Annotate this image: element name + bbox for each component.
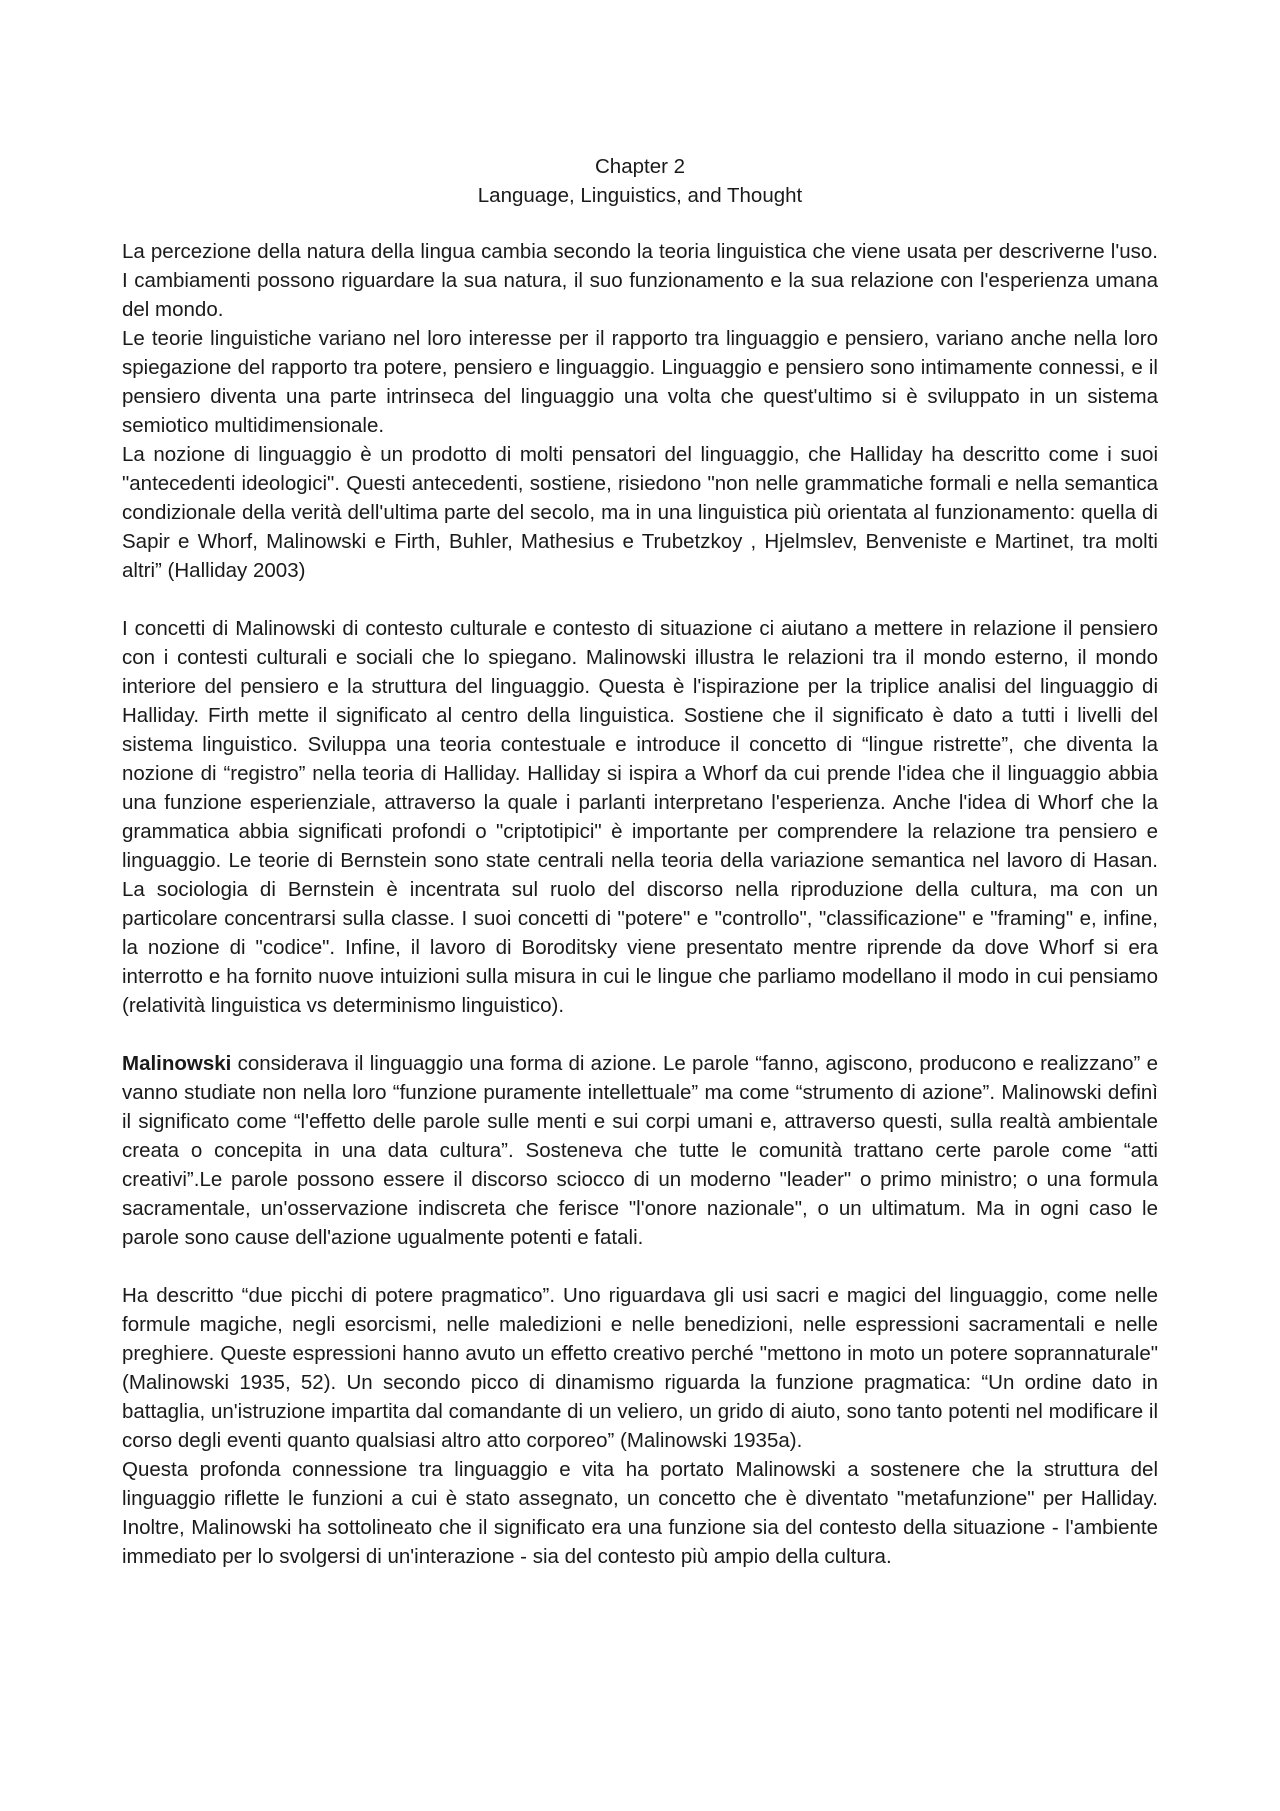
bold-term: Malinowski (122, 1052, 232, 1075)
paragraph-text: Questa profonda connessione tra linguaggio e vita ha portato Malinowski a sostenere che la struttura del linguaggio riflette le funzioni a cui è stato assegnato, un concetto che è diventato "metafunzione" per Halliday. Inoltre, Malinowski ha sottolineato che il significato era una funzione sia del contesto della situazione - l'ambiente immediato per lo svolgersi di un'interazione - sia del contesto più ampio della cultura. (122, 1458, 1158, 1568)
chapter-number: Chapter 2 (594, 155, 686, 178)
paragraph (122, 1455, 1158, 1571)
paragraph (122, 614, 1158, 1020)
paragraph (122, 440, 1158, 585)
paragraph-text: I concetti di Malinowski di contesto culturale e contesto di situazione ci aiutano a mettere in relazione il pensiero con i contesti culturali e sociali che lo spiegano. Malinowski illustra le relazioni tra il mondo esterno, il mondo interiore del pensiero e la struttura del linguaggio. Questa è l'ispirazione per la triplice analisi del linguaggio di Halliday. Firth mette il significato al centro della linguistica. Sostiene che il significato è dato a tutti i livelli del sistema linguistico. Sviluppa una teoria contestuale e introduce il concetto di “lingue ristrette”, che diventa la nozione di “registro” nella teoria di Halliday. Halliday si ispira a Whorf da cui prende l'idea che il linguaggio abbia una funzione esperienziale, attraverso la quale i parlanti interpretano l'esperienza. Anche l'idea di Whorf che la grammatica abbia significati profondi o "criptotipici" è importante per comprendere la relazione tra pensiero e linguaggio. Le teorie di Bernstein sono state centrali nella teoria della variazione semantica nel lavoro di Hasan. La sociologia di Bernstein è incentrata sul ruolo del discorso nella riproduzione della cultura, ma con un particolare concentrarsi sulla classe. I suoi concetti di "potere" e "controllo", "classificazione" e "framing" e, infine, la nozione di "codice". Infine, il lavoro di Boroditsky viene presentato mentre riprende da dove Whorf si era interrotto e ha fornito nuove intuizioni sulla misura in cui le lingue che parliamo modellano il modo in cui pensiamo (relatività linguistica vs determinismo linguistico). (122, 617, 1158, 1017)
paragraph (122, 1281, 1158, 1455)
paragraph-text: Le teorie linguistiche variano nel loro interesse per il rapporto tra linguaggio e pensiero, variano anche nella loro spiegazione del rapporto tra potere, pensiero e linguaggio. Linguaggio e pensiero sono intimamente connessi, e il pensiero diventa una parte intrinseca del linguaggio una volta che quest'ultimo si è sviluppato in un sistema semiotico multidimensionale. (122, 327, 1158, 437)
paragraph (122, 237, 1158, 324)
paragraph (122, 1049, 1158, 1252)
paragraph-text: La nozione di linguaggio è un prodotto di molti pensatori del linguaggio, che Halliday ha descritto come i suoi "antecedenti ideologici". Questi antecedenti, sostiene, risiedono "non nelle grammatiche formali e nella semantica condizionale della verità dell'ultima parte del secolo, ma in una linguistica più orientata al funzionamento: quella di Sapir e Whorf, Malinowski e Firth, Buhler, Mathesius e Trubetzkoy , Hjelmslev, Benveniste e Martinet, tra molti altri” (Halliday 2003) (122, 443, 1158, 582)
paragraph-text: La percezione della natura della lingua cambia secondo la teoria linguistica che viene usata per descriverne l'uso. I cambiamenti possono riguardare la sua natura, il suo funzionamento e la sua relazione con l'esperienza umana del mondo. (122, 240, 1158, 321)
paragraph-text: considerava il linguaggio una forma di azione. Le parole “fanno, agiscono, producono e realizzano” e vanno studiate non nella loro “funzione puramente intellettuale” ma come “strumento di azione”. Malinowski definì il significato come “l'effetto delle parole sulle menti e sui corpi umani e, attraverso questi, sulla realtà ambientale creata o concepita in una data cultura”. Sosteneva che tutte le comunità trattano certe parole come “atti creativi”.Le parole possono essere il discorso sciocco di un moderno "leader" o primo ministro; o una formula sacramentale, un'osservazione indiscreta che ferisce "l'onore nazionale", o un ultimatum. Ma in ogni caso le parole sono cause dell'azione ugualmente potenti e fatali. (122, 1052, 1158, 1249)
chapter-header (0, 152, 1280, 210)
paragraph-text: Ha descritto “due picchi di potere pragmatico”. Uno riguardava gli usi sacri e magici del linguaggio, come nelle formule magiche, negli esorcismi, nelle maledizioni e nelle benedizioni, nelle espressioni sacramentali e nelle preghiere. Queste espressioni hanno avuto un effetto creativo perché "mettono in moto un potere soprannaturale" (Malinowski 1935, 52). Un secondo picco di dinamismo riguarda la funzione pragmatica: “Un ordine dato in battaglia, un'istruzione impartita dal comandante di un veliero, un grido di aiuto, sono tanto potenti nel modificare il corso degli eventi quanto qualsiasi altro atto corporeo” (Malinowski 1935a). (122, 1284, 1158, 1452)
paragraph (122, 324, 1158, 440)
body-text (122, 237, 1158, 1571)
chapter-title: Language, Linguistics, and Thought (477, 184, 803, 207)
